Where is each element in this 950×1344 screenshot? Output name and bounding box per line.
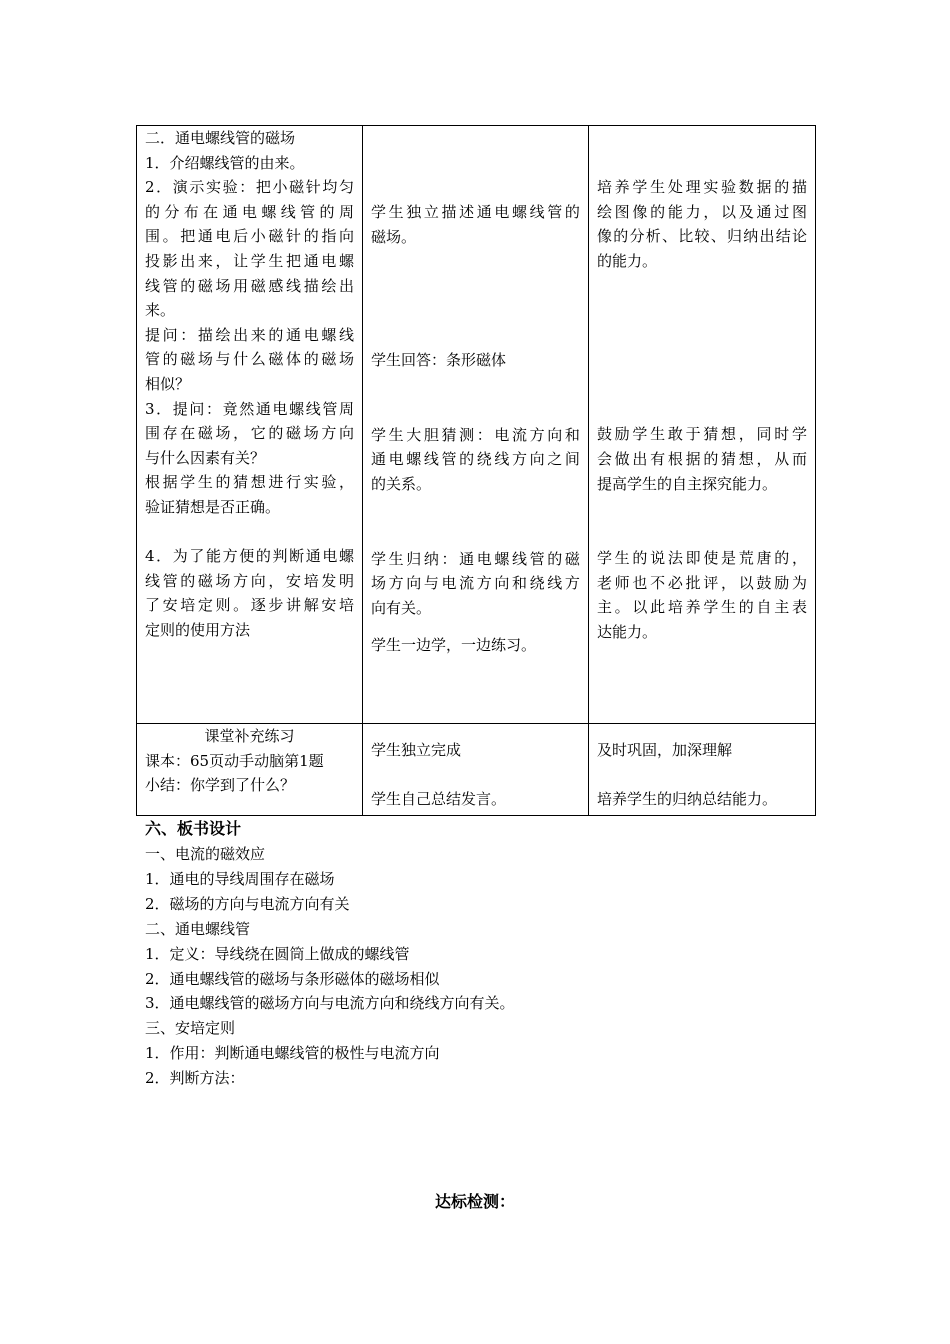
teacher-line: 了安培定则。逐步讲解安培 xyxy=(145,596,354,615)
teacher-line: 1．介绍螺线管的由来。 xyxy=(145,153,305,172)
intent-line: 培养学生处理实验数据的描 xyxy=(596,178,807,196)
board-design-list xyxy=(145,842,795,1091)
intent-line: 提高学生的自主探究能力。 xyxy=(596,474,777,493)
student-line: 的关系。 xyxy=(370,474,431,493)
teacher-line: 相似？ xyxy=(145,374,191,393)
list-item: 三、安培定则 xyxy=(145,1019,236,1038)
teacher-line: 根据学生的猜想进行实验， xyxy=(145,473,354,492)
student-line: 通电螺线管的绕线方向之间 xyxy=(370,450,580,469)
intent-line: 会做出有根据的猜想，从而 xyxy=(596,449,807,468)
intent-line: 老师也不必批评，以鼓励为 xyxy=(596,573,807,592)
teacher-line: 线管的磁场方向，安培发明 xyxy=(145,571,354,590)
teacher-line: 二．通电螺线管的磁场 xyxy=(145,129,296,147)
student-line: 场方向与电流方向和绕线方 xyxy=(370,574,580,593)
student-line: 学生回答：条形磁体 xyxy=(370,351,506,370)
student-line: 学生一边学，一边练习。 xyxy=(370,636,536,655)
teacher-line: 与什么因素有关？ xyxy=(145,448,266,467)
student-line: 向有关。 xyxy=(370,598,431,617)
table-row xyxy=(137,724,816,816)
intent-line: 及时巩固，加深理解 xyxy=(596,741,732,759)
intent-line: 像的分析、比较、归纳出结论 xyxy=(596,227,807,246)
teacher-activity-cell xyxy=(137,724,363,816)
teacher-line: 的分布在通电螺线管的周 xyxy=(145,202,354,221)
list-item: 2．判断方法： xyxy=(145,1069,245,1088)
student-line: 学生大胆猜测：电流方向和 xyxy=(370,425,580,444)
intent-line: 主。以此培养学生的自主表 xyxy=(596,598,807,617)
list-item: 3．通电螺线管的磁场方向与电流方向和绕线方向有关。 xyxy=(145,994,515,1013)
board-design-heading: 六、板书设计 xyxy=(145,819,242,838)
student-line: 学生独立描述通电螺线管的 xyxy=(370,203,580,221)
assessment-heading: 达标检测： xyxy=(434,1192,515,1211)
teacher-line: 管的磁场与什么磁体的磁场 xyxy=(145,350,354,369)
teacher-line: 围存在磁场，它的磁场方向 xyxy=(145,424,354,443)
design-intent-cell xyxy=(588,126,815,724)
student-line: 学生归纳：通电螺线管的磁 xyxy=(370,549,580,568)
teacher-line: 定则的使用方法 xyxy=(145,620,251,639)
teacher-line: 3．提问：竟然通电螺线管周 xyxy=(145,399,354,418)
intent-line: 达能力。 xyxy=(596,622,657,641)
list-item: 2．通电螺线管的磁场与条形磁体的磁场相似 xyxy=(145,969,440,988)
teacher-line: 2．演示实验：把小磁针均匀 xyxy=(145,178,354,197)
table-row xyxy=(137,126,816,724)
list-item: 1．通电的导线周围存在磁场 xyxy=(145,869,335,888)
design-intent-cell xyxy=(588,724,815,816)
intent-line: 培养学生的归纳总结能力。 xyxy=(596,789,777,808)
intent-line: 的能力。 xyxy=(596,251,657,270)
teacher-line: 课堂补充练习 xyxy=(204,727,295,745)
student-line: 学生独立完成 xyxy=(370,741,461,759)
teacher-line: 围。把通电后小磁针的指向 xyxy=(145,227,354,246)
list-item: 1．定义：导线绕在圆筒上做成的螺线管 xyxy=(145,944,410,963)
student-line: 学生自己总结发言。 xyxy=(370,789,506,808)
list-item: 2．磁场的方向与电流方向有关 xyxy=(145,894,350,913)
list-item: 二、通电螺线管 xyxy=(145,919,251,938)
teacher-line: 课本：65页动手动脑第1题 xyxy=(145,751,324,770)
list-item: 1．作用：判断通电螺线管的极性与电流方向 xyxy=(145,1044,440,1063)
intent-line: 学生的说法即使是荒唐的， xyxy=(596,549,807,568)
teacher-line: 小结：你学到了什么？ xyxy=(145,776,296,795)
student-activity-cell xyxy=(362,126,588,724)
intent-line: 绘图像的能力，以及通过图 xyxy=(596,202,807,221)
teacher-line: 提问：描绘出来的通电螺线 xyxy=(145,325,354,344)
list-item: 一、电流的磁效应 xyxy=(145,845,266,863)
student-activity-cell xyxy=(362,724,588,816)
teacher-line: 验证猜想是否正确。 xyxy=(145,497,281,516)
teacher-line: 来。 xyxy=(145,301,176,320)
teacher-activity-cell xyxy=(137,126,363,724)
intent-line: 鼓励学生敢于猜想，同时学 xyxy=(596,425,807,444)
teacher-line: 4．为了能方便的判断通电螺 xyxy=(145,547,354,566)
student-line: 磁场。 xyxy=(370,227,416,246)
teacher-line: 投影出来，让学生把通电螺 xyxy=(145,251,354,270)
teacher-line: 线管的磁场用磁感线描绘出 xyxy=(145,276,354,295)
lesson-plan-table xyxy=(136,125,816,816)
